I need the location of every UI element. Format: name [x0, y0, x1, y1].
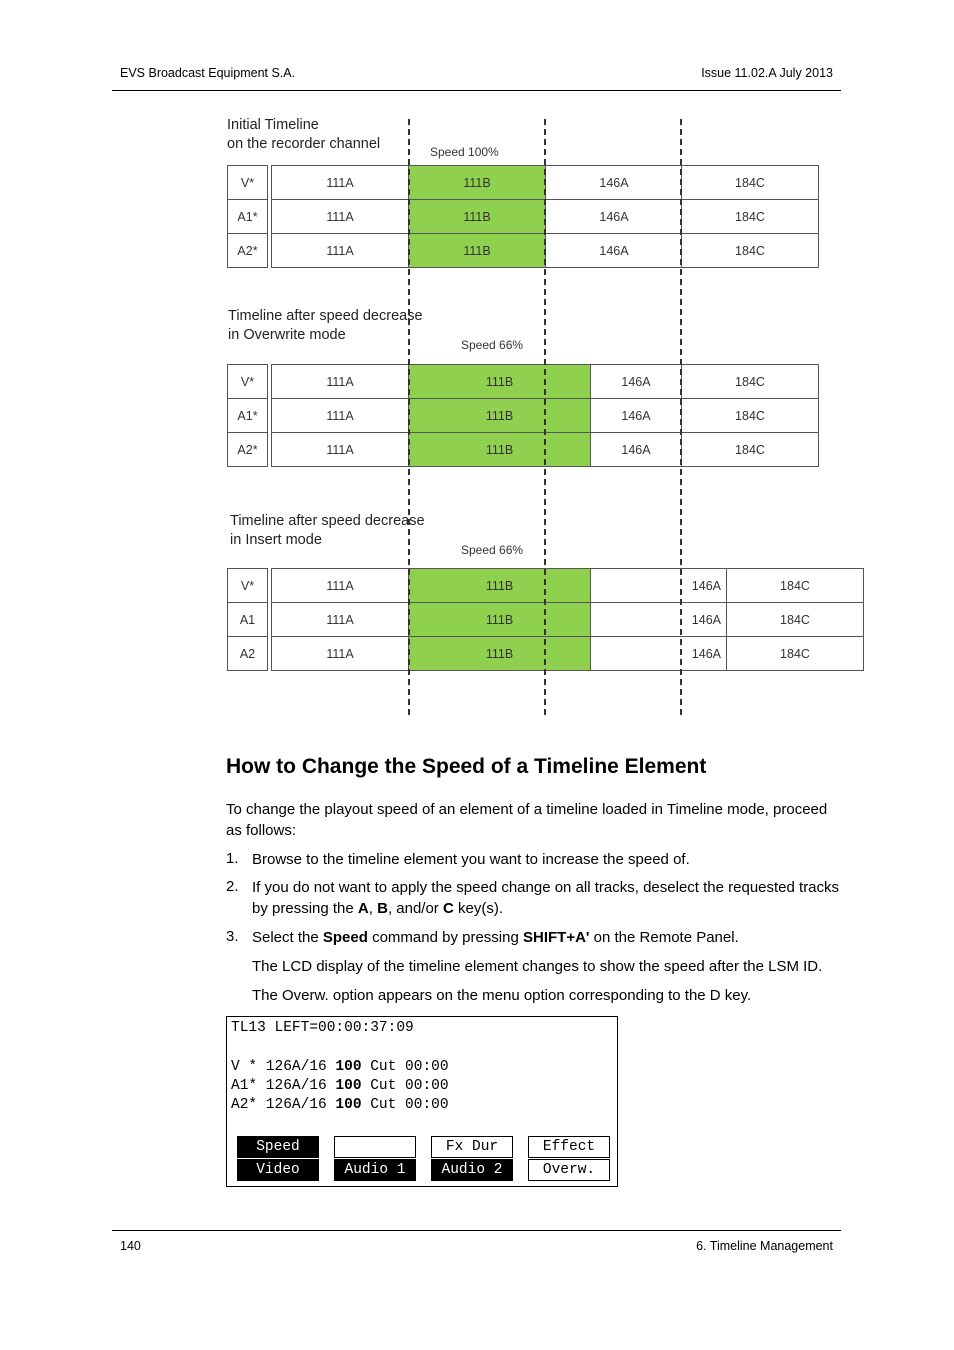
clip-cell: 184C — [726, 636, 864, 671]
diagram-title: Timeline after speed decrease in Insert mode — [230, 513, 425, 548]
key-a: A — [357, 900, 369, 917]
track-label: A1* — [227, 199, 268, 234]
lcd-track-line: V * 126A/16 100 Cut 00:00 — [231, 1059, 449, 1075]
dashed-boundary-line — [544, 119, 546, 715]
key-c: C — [442, 900, 454, 917]
clip-cell: 184C — [681, 165, 819, 200]
clip-cell: 111A — [271, 602, 409, 637]
clip-cell: 184C — [726, 602, 864, 637]
step-number: 1. — [226, 850, 239, 867]
clip-cell: 184C — [681, 398, 819, 433]
clip-cell: 111A — [271, 199, 409, 234]
clip-cell: 184C — [681, 364, 819, 399]
clip-cell: 111A — [271, 165, 409, 200]
lcd-speed-value: 100 — [335, 1059, 362, 1075]
clip-cell: 146A — [590, 398, 682, 433]
clip-cell: 184C — [681, 432, 819, 467]
lcd-key-audio-2: Audio 2 — [431, 1159, 513, 1181]
clip-cell-speed: 111B — [408, 233, 546, 268]
shortcut-key: SHIFT+A' — [522, 929, 590, 946]
clip-cell: 146A — [545, 165, 683, 200]
header-issue: Issue 11.02.A July 2013 — [701, 66, 833, 80]
lcd-key-effect: Effect — [528, 1136, 610, 1158]
clip-cell-speed: 111B — [408, 199, 546, 234]
lcd-key-fx-dur: Fx Dur — [431, 1136, 513, 1158]
diagram-title: Initial Timeline on the recorder channel — [227, 117, 381, 152]
clip-cell: 146A — [590, 602, 728, 637]
step-number: 3. — [226, 928, 239, 945]
header-publisher: EVS Broadcast Equipment S.A. — [120, 66, 296, 80]
clip-cell: 111A — [271, 636, 409, 671]
lcd-display — [226, 1016, 618, 1187]
clip-cell: 146A — [545, 233, 683, 268]
lcd-track-line: A2* 126A/16 100 Cut 00:00 — [231, 1097, 449, 1113]
clip-cell-speed: 111B — [408, 165, 546, 200]
dashed-boundary-line — [408, 119, 410, 715]
footer-chapter: 6. Timeline Management — [696, 1239, 833, 1253]
lcd-key-overw: Overw. — [528, 1159, 610, 1181]
clip-cell: 111A — [271, 432, 409, 467]
clip-cell-speed: 111B — [408, 568, 591, 603]
clip-cell-speed: 111B — [408, 636, 591, 671]
speed-command: Speed — [322, 929, 368, 946]
track-label: A2* — [227, 233, 268, 268]
clip-cell-speed: 111B — [408, 398, 591, 433]
clip-cell: 111A — [271, 364, 409, 399]
clip-cell-speed: 111B — [408, 602, 591, 637]
track-label: V* — [227, 364, 268, 399]
step-note: The LCD display of the timeline element changes to show the speed after the LSM ID. — [252, 958, 823, 975]
lcd-key-video: Video — [237, 1159, 319, 1181]
clip-cell: 111A — [271, 398, 409, 433]
clip-cell: 146A — [545, 199, 683, 234]
clip-cell: 146A — [590, 636, 728, 671]
header-rule — [112, 90, 841, 91]
clip-cell: 184C — [726, 568, 864, 603]
lcd-track-line: A1* 126A/16 100 Cut 00:00 — [231, 1078, 449, 1094]
clip-cell-speed: 111B — [408, 364, 591, 399]
diagram-title: Timeline after speed decrease in Overwrite mode — [228, 308, 423, 343]
dashed-boundary-line — [680, 119, 682, 715]
step-number: 2. — [226, 878, 239, 895]
step-text: If you do not want to apply the speed change on all tracks, deselect the requested tracks by pressing the A, B, and/or C key(s). — [252, 879, 840, 917]
key-b: B — [377, 900, 388, 917]
lcd-speed-value: 100 — [335, 1078, 362, 1094]
speed-label: Speed 100% — [430, 145, 499, 159]
speed-label: Speed 66% — [461, 338, 524, 352]
section-title: How to Change the Speed of a Timeline Element — [226, 755, 707, 778]
page-number: 140 — [120, 1239, 141, 1253]
speed-label: Speed 66% — [461, 543, 524, 557]
clip-cell: 146A — [590, 432, 682, 467]
step-text: Browse to the timeline element you want to increase the speed of. — [252, 851, 690, 868]
footer-rule — [112, 1230, 841, 1231]
clip-cell: 146A — [590, 364, 682, 399]
lcd-key-audio-1: Audio 1 — [334, 1159, 416, 1181]
clip-cell: 184C — [681, 233, 819, 268]
clip-cell: 184C — [681, 199, 819, 234]
track-label: A2* — [227, 432, 268, 467]
track-label: V* — [227, 568, 268, 603]
clip-cell: 111A — [271, 233, 409, 268]
lcd-key-empty — [334, 1136, 416, 1158]
lcd-key-speed: Speed — [237, 1136, 319, 1158]
intro-paragraph: To change the playout speed of an element of a timeline loaded in Timeline mode, proceed as follows: — [226, 801, 828, 839]
track-label: A2 — [227, 636, 268, 671]
step-text: Select the Speed command by pressing SHIFT+A' on the Remote Panel. — [252, 929, 739, 946]
lcd-title-line: TL13 LEFT=00:00:37:09 — [231, 1020, 414, 1036]
lcd-speed-value: 100 — [335, 1097, 362, 1113]
track-label: A1 — [227, 602, 268, 637]
clip-cell-speed: 111B — [408, 432, 591, 467]
track-label: A1* — [227, 398, 268, 433]
clip-cell: 111A — [271, 568, 409, 603]
step-note: The Overw. option appears on the menu option corresponding to the D key. — [252, 987, 752, 1004]
track-label: V* — [227, 165, 268, 200]
clip-cell: 146A — [590, 568, 728, 603]
